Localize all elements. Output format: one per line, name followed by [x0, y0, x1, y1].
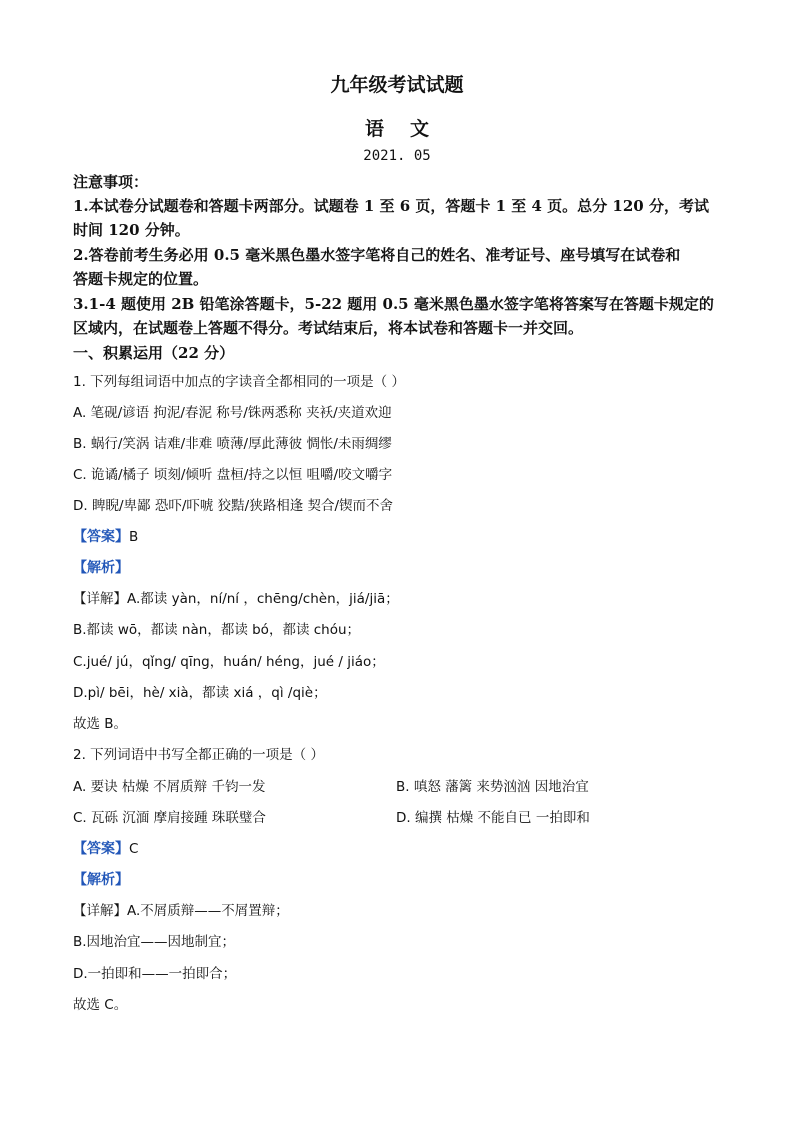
answer-tag: 【答案】	[73, 841, 129, 857]
q1-option-b: B. 蜗行/笑涡 诘难/非难 喷薄/厚此薄彼 惆怅/未雨绸缪	[73, 436, 392, 452]
notice-line-2a: 2.答卷前考生务必用 0.5 毫米黑色墨水签字笔将自己的姓名、准考证号、座号填写在试卷和	[73, 246, 681, 264]
detail-text: A.不屑质辩——不屑置辩；	[127, 903, 289, 919]
notice-line-1b: 时间 120 分钟。	[73, 221, 190, 239]
q2-analysis-tag: 【解析】	[73, 872, 129, 888]
q1-answer	[73, 527, 138, 547]
detail-tag: 【详解】	[73, 903, 127, 919]
q1-option-a: A. 笔砚/谚语 拘泥/春泥 称号/铢两悉称 夹袄/夹道欢迎	[73, 405, 392, 421]
notice-heading: 注意事项：	[73, 173, 149, 191]
notice-line-3b: 区域内，在试题卷上答题不得分。考试结束后，将本试卷和答题卡一并交回。	[73, 319, 584, 337]
subject-title: 语文	[364, 118, 455, 140]
q2-detail-1	[73, 901, 289, 921]
q2-answer	[73, 839, 138, 859]
answer-value: B	[129, 529, 139, 545]
q2-conclusion: 故选 C。	[73, 997, 128, 1013]
notice-line-3a: 3.1-4 题使用 2B 铅笔涂答题卡，5-22 题用 0.5 毫米黑色墨水签字笔将答案写在答题卡规定的	[73, 295, 714, 313]
q1-detail-1	[73, 589, 399, 609]
q2-option-a: A. 要诀 枯燥 不屑质辩 千钧一发	[73, 779, 266, 795]
detail-text: A.都读 yàn，ní/ní ，chēng/chèn，jiá/jiā；	[127, 591, 399, 607]
q1-stem: 1. 下列每组词语中加点的字读音全都相同的一项是（ ）	[73, 374, 405, 390]
q1-detail-2: B.都读 wō，都读 nàn，都读 bó，都读 chóu；	[73, 622, 361, 638]
q1-detail-3: C.jué/ jú，qǐng/ qīng，huán/ héng，jué / jiáo；	[73, 654, 385, 670]
section-heading: 一、积累运用（22 分）	[73, 344, 235, 362]
notice-line-2b: 答题卡规定的位置。	[73, 270, 209, 288]
q1-option-d: D. 睥睨/卑鄙 恐吓/吓唬 狡黠/狭路相逢 契合/锲而不舍	[73, 498, 394, 514]
q1-option-c: C. 诡谲/橘子 顷刻/倾听 盘桓/持之以恒 咀嚼/咬文嚼字	[73, 467, 393, 483]
q1-conclusion: 故选 B。	[73, 716, 128, 732]
q2-stem: 2. 下列词语中书写全都正确的一项是（ ）	[73, 747, 324, 763]
q2-detail-3: D.一拍即和——一拍即合；	[73, 966, 237, 982]
notice-line-1a: 1.本试卷分试题卷和答题卡两部分。试题卷 1 至 6 页，答题卡 1 至 4 页。总分 120 分，考试	[73, 197, 709, 215]
exam-date: 2021. 05	[363, 148, 431, 164]
exam-title: 九年级考试试题	[330, 74, 464, 96]
q2-option-d: D. 编撰 枯燥 不能自已 一拍即和	[396, 810, 590, 826]
q2-detail-2: B.因地治宜——因地制宜；	[73, 934, 236, 950]
answer-tag: 【答案】	[73, 529, 129, 545]
answer-value: C	[129, 841, 139, 857]
q2-option-c: C. 瓦砾 沉湎 摩肩接踵 珠联璧合	[73, 810, 266, 826]
q1-detail-4: D.pì/ bēi，hè/ xià，都读 xiá ，qì /qiè；	[73, 685, 327, 701]
q1-analysis-tag: 【解析】	[73, 560, 129, 576]
q2-option-b: B. 嗔怒 藩篱 来势汹汹 因地治宜	[396, 779, 589, 795]
detail-tag: 【详解】	[73, 591, 127, 607]
